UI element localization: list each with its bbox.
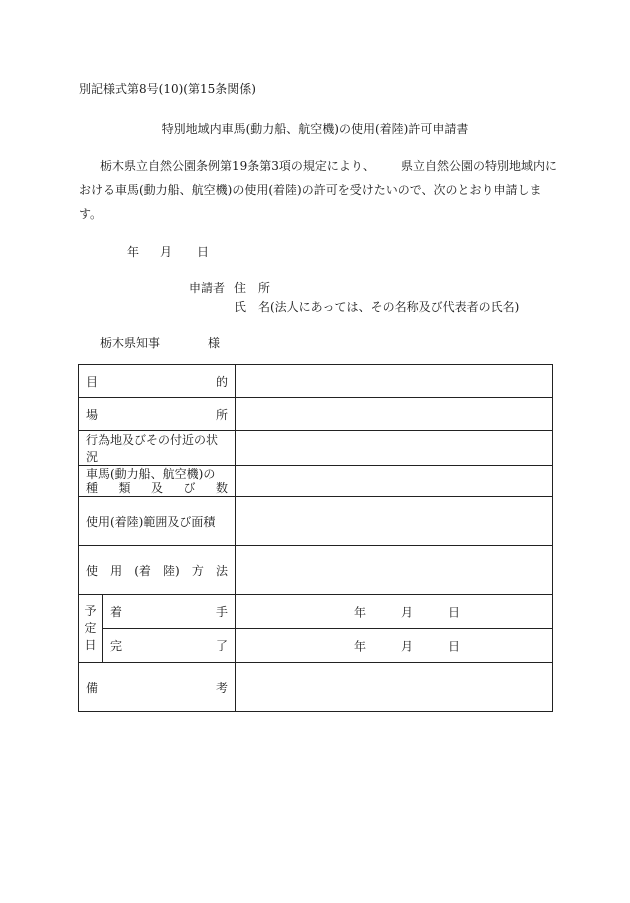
row-location bbox=[79, 398, 553, 431]
row-end-date bbox=[79, 629, 553, 663]
location-char-1: 場 bbox=[86, 407, 99, 422]
end-year-unit: 年 bbox=[354, 639, 367, 653]
row-vehicle bbox=[79, 466, 553, 497]
row-range-area bbox=[79, 497, 553, 546]
date-day: 日 bbox=[197, 245, 210, 259]
site-status-label: 行為地及びその付近の状況 bbox=[86, 433, 219, 464]
vehicle-char-1: 種 bbox=[86, 481, 99, 495]
site-status-value[interactable] bbox=[236, 431, 553, 466]
intro-line-1b: 県立自然公園の特別地域内に bbox=[401, 159, 558, 173]
schedule-label: 予 定 日 bbox=[79, 595, 103, 663]
end-day-unit: 日 bbox=[448, 639, 461, 653]
end-date-value[interactable] bbox=[236, 629, 553, 663]
vehicle-char-4: び bbox=[183, 481, 196, 495]
vehicle-char-5: 数 bbox=[215, 481, 228, 495]
addressee-honorific: 様 bbox=[208, 336, 221, 350]
method-char-4: 陸) bbox=[163, 563, 180, 578]
start-char-1: 着 bbox=[110, 605, 123, 619]
vehicle-value[interactable] bbox=[236, 466, 553, 497]
purpose-value[interactable] bbox=[236, 365, 553, 398]
row-method bbox=[79, 546, 553, 595]
start-day-unit: 日 bbox=[448, 605, 461, 619]
remarks-char-2: 考 bbox=[215, 680, 228, 695]
form-number: 別記様式第8号(10)(第15条関係) bbox=[79, 82, 256, 96]
vehicle-char-2: 類 bbox=[118, 481, 131, 495]
start-month-unit: 月 bbox=[401, 605, 414, 619]
method-value[interactable] bbox=[236, 546, 553, 595]
intro-line-3: す。 bbox=[79, 207, 103, 221]
intro-line-1a: 栃木県立自然公園条例第19条第3項の規定により、 bbox=[100, 159, 375, 173]
page-title: 特別地域内車馬(動力船、航空機)の使用(着陸)許可申請書 bbox=[161, 122, 469, 136]
application-table bbox=[78, 364, 553, 712]
address-label: 住 所 bbox=[234, 281, 271, 295]
row-purpose bbox=[79, 365, 553, 398]
end-month-unit: 月 bbox=[401, 639, 414, 653]
purpose-char-1: 目 bbox=[86, 374, 99, 389]
range-area-label: 使用(着陸)範囲及び面積 bbox=[86, 514, 216, 529]
name-label: 氏 名(法人にあっては、その名称及び代表者の氏名) bbox=[234, 300, 520, 314]
vehicle-char-3: 及 bbox=[150, 481, 163, 495]
location-char-2: 所 bbox=[215, 407, 228, 422]
start-year-unit: 年 bbox=[354, 605, 367, 619]
addressee-name: 栃木県知事 bbox=[100, 336, 161, 350]
method-char-2: 用 bbox=[110, 563, 123, 578]
method-char-3: (着 bbox=[134, 563, 151, 578]
location-value[interactable] bbox=[236, 398, 553, 431]
purpose-char-2: 的 bbox=[215, 374, 228, 389]
row-remarks bbox=[79, 663, 553, 712]
row-site-status bbox=[79, 431, 553, 466]
method-char-1: 使 bbox=[86, 563, 99, 578]
intro-line-2: おける車馬(動力船、航空機)の使用(着陸)の許可を受けたいので、次のとおり申請しま bbox=[79, 183, 542, 197]
applicant-label: 申請者 bbox=[189, 281, 226, 295]
method-char-5: 方 bbox=[191, 563, 204, 578]
start-date-value[interactable] bbox=[236, 595, 553, 629]
date-month: 月 bbox=[160, 245, 173, 259]
remarks-char-1: 備 bbox=[86, 680, 99, 695]
range-area-value[interactable] bbox=[236, 497, 553, 546]
row-start-date bbox=[79, 595, 553, 629]
date-year: 年 bbox=[127, 245, 140, 259]
end-char-1: 完 bbox=[110, 639, 123, 653]
method-char-6: 法 bbox=[215, 563, 228, 578]
vehicle-label-line1: 車馬(動力船、航空機)の bbox=[86, 467, 216, 481]
end-char-2: 了 bbox=[215, 639, 228, 653]
remarks-value[interactable] bbox=[236, 663, 553, 712]
start-char-2: 手 bbox=[215, 605, 228, 619]
